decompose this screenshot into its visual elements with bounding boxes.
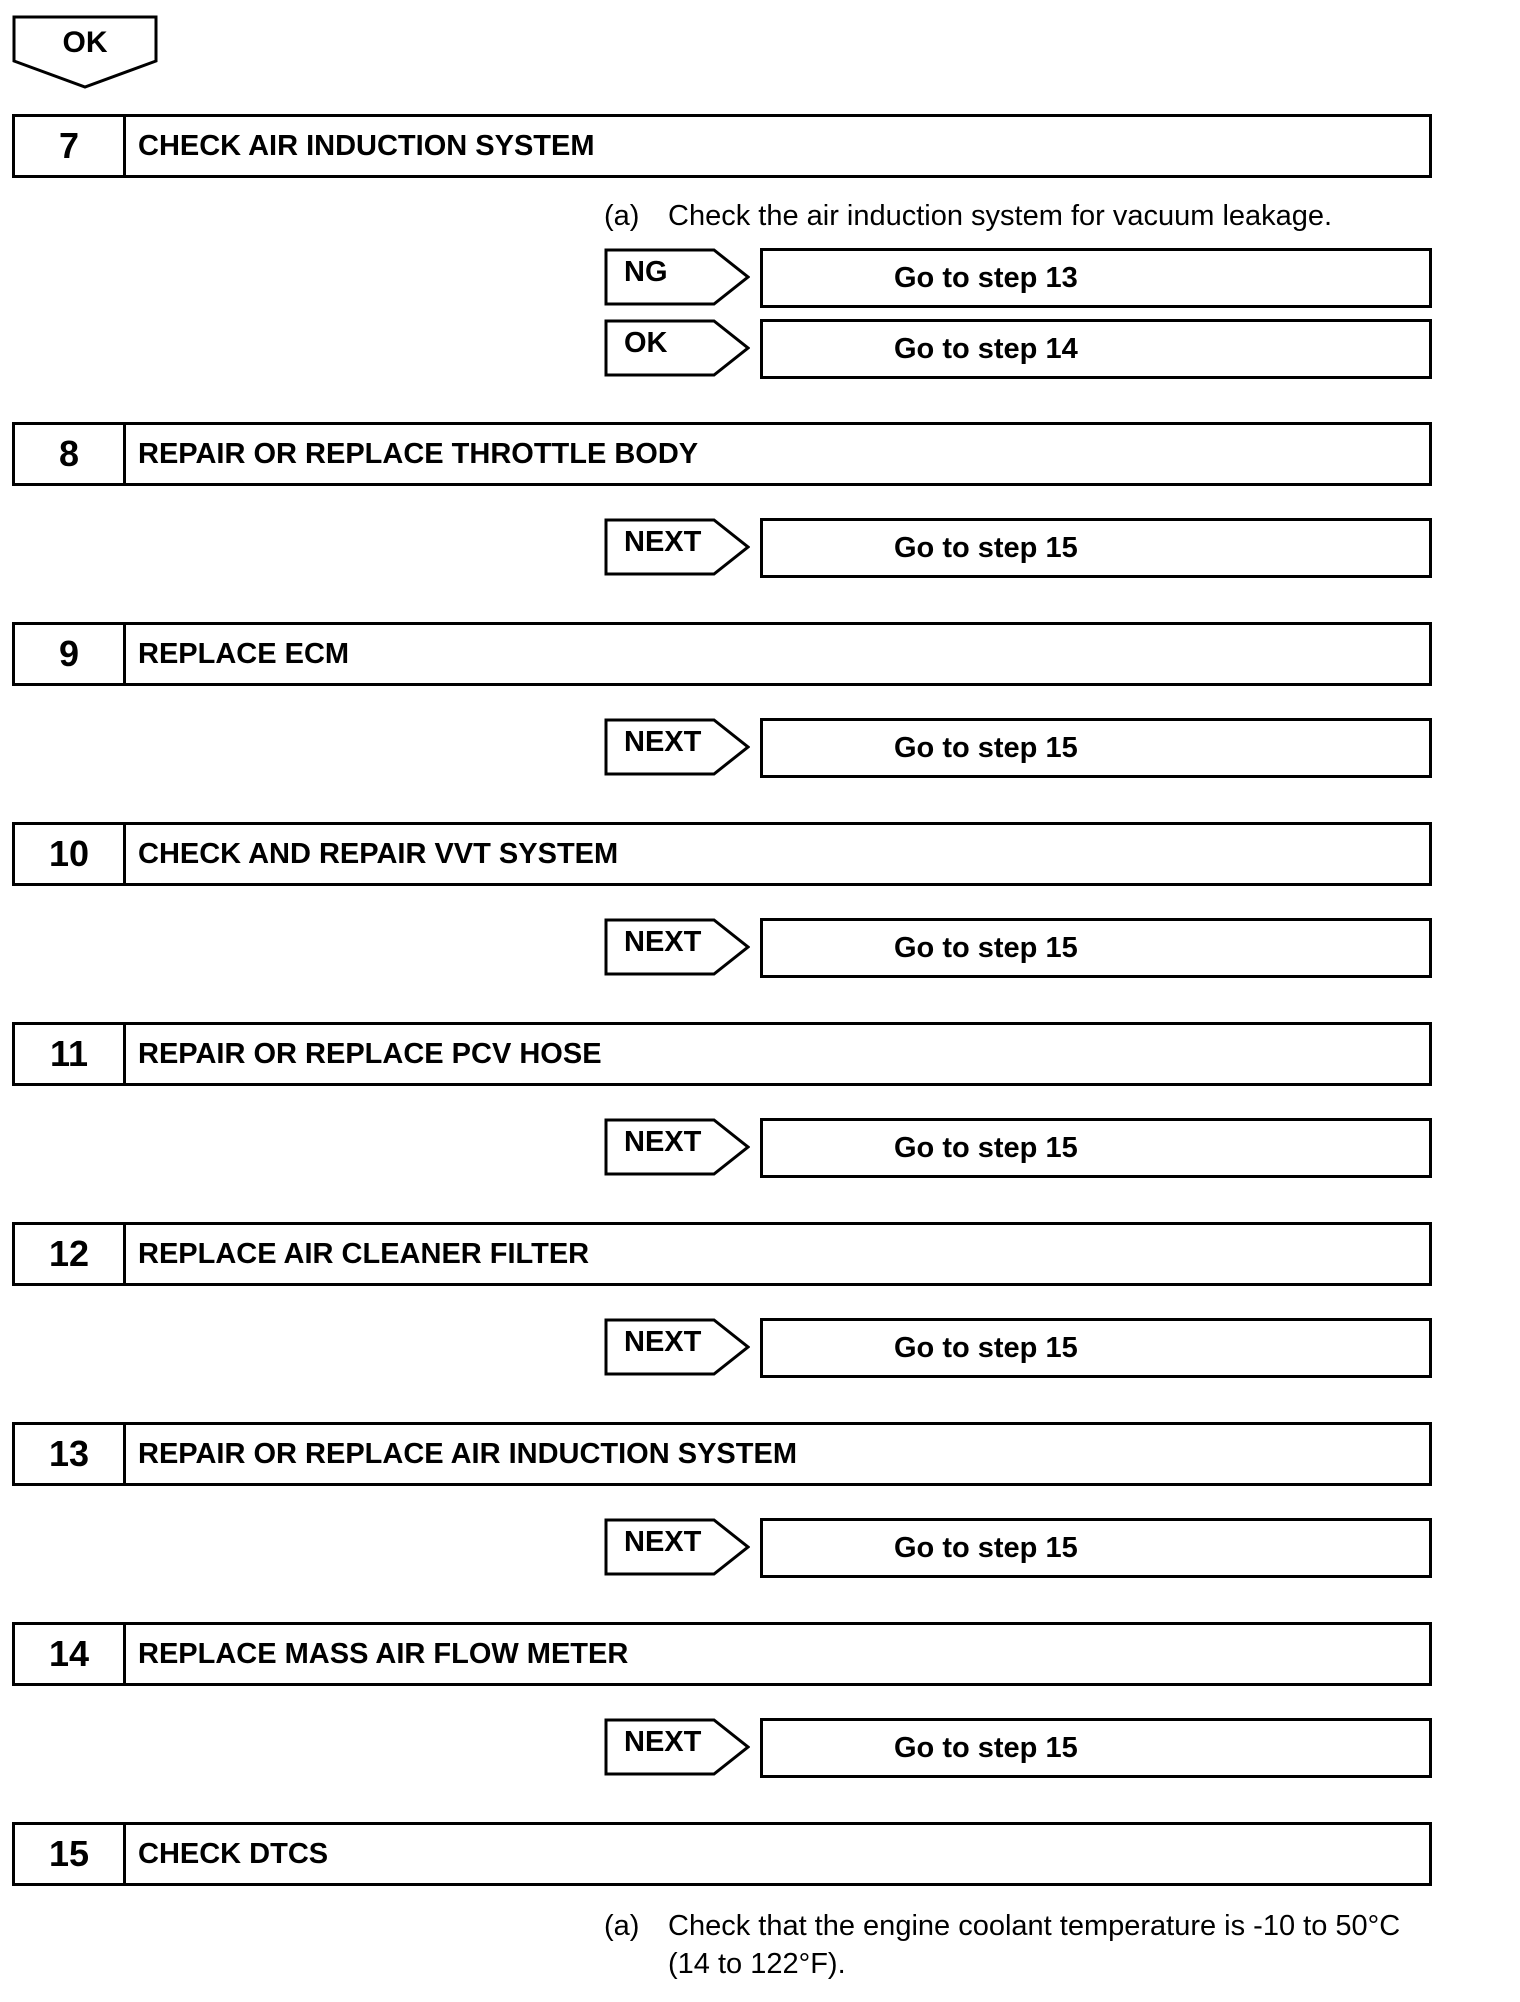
result-row-next [604,1518,1432,1580]
step-header [12,1622,1432,1686]
step-number: 13 [15,1425,126,1483]
result-tag [604,918,750,976]
result-row-next [604,1318,1432,1380]
step-note [604,197,1444,235]
step-note [604,1907,1444,1983]
note-marker: (a) [604,1910,640,1942]
step-header [12,1822,1432,1886]
step-title: REPLACE AIR CLEANER FILTER [138,1237,590,1270]
result-tag [604,1518,750,1576]
result-tag-label: NEXT [624,926,702,958]
result-action: Go to step 15 [760,718,1432,778]
result-action: Go to step 13 [760,248,1432,308]
step-number: 14 [15,1625,126,1683]
result-tag [604,1318,750,1376]
step-title: REPAIR OR REPLACE PCV HOSE [138,1037,602,1070]
step-number: 9 [15,625,126,683]
result-action: Go to step 15 [760,1318,1432,1378]
note-marker: (a) [604,200,640,232]
step-title: REPAIR OR REPLACE AIR INDUCTION SYSTEM [138,1437,797,1470]
ok-result-tag [12,15,158,89]
result-tag [604,1118,750,1176]
result-row-ng [604,248,1432,310]
step-title: REPLACE ECM [138,637,350,670]
step-number: 8 [15,425,126,483]
result-tag [604,248,750,306]
result-action: Go to step 15 [760,918,1432,978]
result-tag-label: NEXT [624,1526,702,1558]
ok-result-label: OK [62,26,108,59]
step-header [12,1422,1432,1486]
result-action: Go to step 14 [760,319,1432,379]
step-title: CHECK AND REPAIR VVT SYSTEM [138,837,619,870]
step-header [12,1222,1432,1286]
result-tag [604,518,750,576]
step-header [12,822,1432,886]
step-header [12,422,1432,486]
note-text: Check that the engine coolant temperature is -10 to 50°C (14 to 122°F). [668,1910,1401,1980]
result-tag-label: NEXT [624,1126,702,1158]
step-header [12,114,1432,178]
result-action: Go to step 15 [760,1518,1432,1578]
step-number: 11 [15,1025,126,1083]
step-number: 15 [15,1825,126,1883]
step-title: REPLACE MASS AIR FLOW METER [138,1637,629,1670]
note-text: Check the air induction system for vacuum leakage. [668,200,1333,232]
step-title: CHECK DTCS [138,1837,329,1870]
result-tag-label: NG [624,256,668,288]
step-number: 12 [15,1225,126,1283]
result-tag-label: NEXT [624,1726,702,1758]
result-row-next [604,518,1432,580]
result-tag [604,1718,750,1776]
step-header [12,1022,1432,1086]
step-number: 7 [15,117,126,175]
result-tag-label: NEXT [624,526,702,558]
result-row-next [604,1118,1432,1180]
result-row-ok [604,319,1432,381]
step-title: CHECK AIR INDUCTION SYSTEM [138,129,595,162]
result-tag-label: NEXT [624,1326,702,1358]
result-tag [604,319,750,377]
step-number: 10 [15,825,126,883]
step-title: REPAIR OR REPLACE THROTTLE BODY [138,437,699,470]
result-tag-label: OK [624,327,668,359]
result-action: Go to step 15 [760,518,1432,578]
step-header [12,622,1432,686]
result-tag-label: NEXT [624,726,702,758]
result-action: Go to step 15 [760,1718,1432,1778]
result-tag [604,718,750,776]
result-row-next [604,1718,1432,1780]
result-row-next [604,918,1432,980]
result-row-next [604,718,1432,780]
result-action: Go to step 15 [760,1118,1432,1178]
